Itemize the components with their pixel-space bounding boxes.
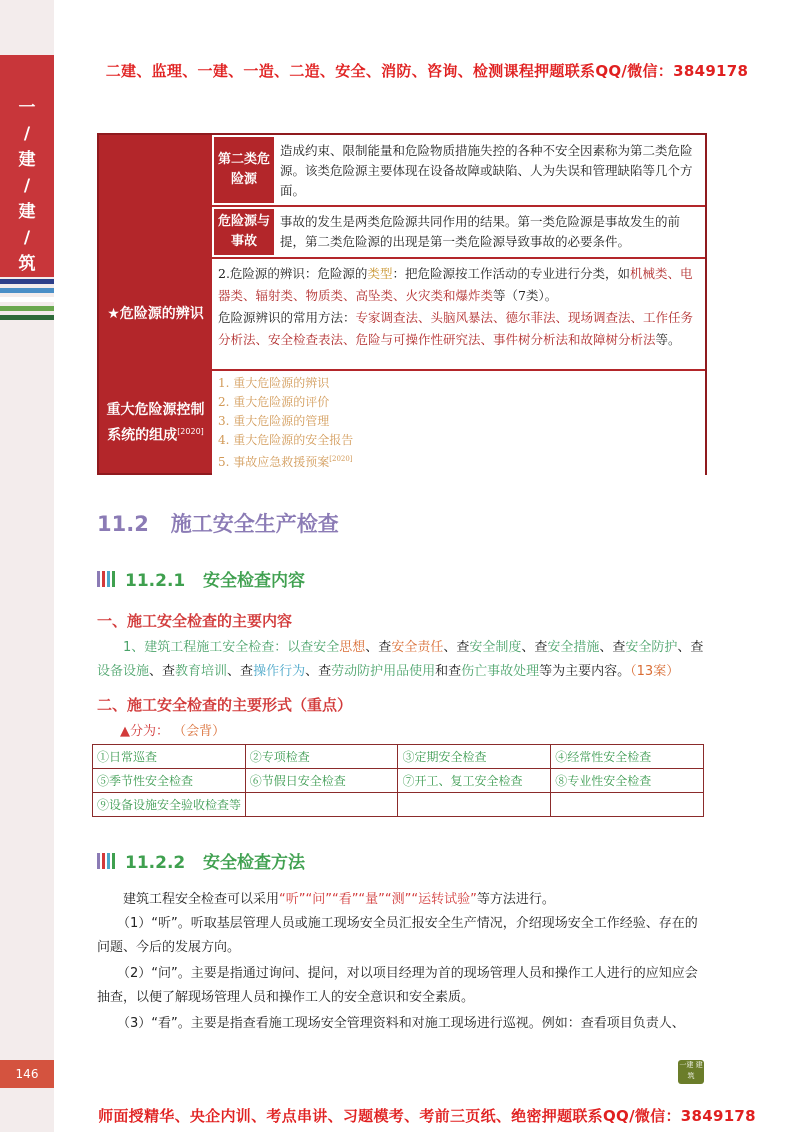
- forms-cell: ③定期安全检查: [398, 745, 551, 769]
- subsection-title-text: 安全检查内容: [203, 571, 305, 591]
- forms-cell: ⑦开工、复工安全检查: [398, 769, 551, 793]
- method-ask: （2）“问”。主要是指通过询问、提问，对以项目经理为首的现场管理人员和操作工人进行的应知应会抽查，以便了解现场管理人员和操作工人的安全意识和安全素质。: [97, 966, 698, 1005]
- section-title: [97, 508, 339, 538]
- forms-cell: [551, 793, 704, 817]
- text-fragment: 等为主要内容。: [539, 664, 631, 679]
- row-body: [212, 371, 705, 475]
- sidebar-stripe-blue: [0, 279, 54, 284]
- text-fragment: 危险源辨识的常用方法：: [218, 310, 356, 325]
- text-keyword: 思想: [339, 640, 366, 655]
- text-keyword: 劳动防护用品使用: [331, 664, 436, 679]
- forms-row: [93, 769, 704, 793]
- text-keyword: 操作行为: [253, 664, 306, 679]
- heading-main-content: 一、施工安全检查的主要内容: [97, 612, 293, 630]
- control-item-2: 2. 重大危险源的评价: [218, 395, 330, 409]
- method-look: （3）“看”。主要是指查看施工现场安全管理资料和对施工现场进行巡视。例如：查看项目负责人、: [117, 1016, 685, 1031]
- text-keyword: 设备设施: [97, 664, 150, 679]
- forms-cell: ⑤季节性安全检查: [93, 769, 246, 793]
- sidebar-stripe-white: [0, 297, 54, 302]
- identification-label: ★危险源的辨识: [107, 306, 204, 322]
- identification-text: [218, 263, 699, 351]
- subsection-title-1: [97, 566, 305, 592]
- text-keyword: 安全制度: [469, 640, 522, 655]
- classify-line: [120, 720, 225, 739]
- text-fragment: 、查: [599, 640, 626, 655]
- year-tag: [2020]: [329, 455, 353, 463]
- text-fragment: 和查: [435, 664, 462, 679]
- hazard-table-row-types: [99, 135, 705, 257]
- sidebar-stripe-green: [0, 306, 54, 311]
- control-system-label-text: 重大危险源控制系统的组成: [106, 402, 205, 444]
- sidebar-stripe-darkgreen: [0, 315, 54, 320]
- sidebar-stripe-lightblue: [0, 288, 54, 293]
- text-keyword: 安全措施: [547, 640, 600, 655]
- control-item-5: [218, 450, 699, 472]
- text-highlight: 机械类、电器类、辐射类、物质类、高坠类、火灾类和爆炸类: [218, 266, 693, 303]
- subsection-number: 11.2.2: [125, 853, 186, 873]
- forms-row: [93, 793, 704, 817]
- text-keyword: 类型: [367, 266, 393, 281]
- subsection-number: 11.2.1: [125, 571, 186, 591]
- text-fragment: 等。: [655, 332, 681, 347]
- hazard-table-row-identification: [99, 259, 705, 369]
- heading-forms: 二、施工安全检查的主要形式（重点）: [97, 696, 353, 714]
- hazard-table-row-control-system: [99, 371, 705, 475]
- text-keyword: 安全责任: [391, 640, 444, 655]
- classify-note: （会背）: [173, 724, 226, 739]
- control-system-label: [99, 371, 212, 475]
- text-keyword: 教育培训: [175, 664, 228, 679]
- text-fragment: 、查: [365, 640, 392, 655]
- control-item-3: 3. 重大危险源的管理: [218, 414, 330, 428]
- row-body: [212, 259, 705, 369]
- bars-icon: [97, 853, 117, 874]
- forms-cell: ⑧专业性安全检查: [551, 769, 704, 793]
- second-type-label: 第二类危险源: [214, 137, 274, 203]
- text-fragment: ：把危险源按工作活动的专业进行分类，如: [392, 266, 630, 281]
- text-fragment: 、查: [227, 664, 254, 679]
- second-type-text: 造成约束、限制能量和危险物质措施失控的各种不安全因素称为第二类危险源。该类危险源主要体现在设备故障或缺陷、人为失误和管理缺陷等几个方面。: [280, 143, 693, 198]
- methods-intro: [97, 888, 707, 912]
- header-ad-banner: 二建、监理、一建、一造、二造、安全、消防、咨询、检测课程押题联系QQ/微信：3849178: [105, 62, 749, 80]
- classify-label: ▲分为：: [120, 724, 169, 739]
- text-fragment: 、查: [521, 640, 548, 655]
- relation-text: 事故的发生是两类危险源共同作用的结果。第一类危险源是事故发生的前提，第二类危险源的出现是第一类危险源导致事故的必要条件。: [280, 214, 681, 249]
- series-logo: 一建 建筑: [678, 1060, 704, 1084]
- text-note: （13案）: [630, 664, 680, 679]
- forms-row: [93, 745, 704, 769]
- subsection-title-text: 安全检查方法: [203, 853, 305, 873]
- page-number: 146: [0, 1060, 54, 1088]
- text-fragment: 1、建筑工程施工安全检查：以查安全: [123, 640, 340, 655]
- control-item-5-text: 5. 事故应急救援预案: [218, 455, 330, 469]
- text-fragment: 、查: [677, 640, 704, 655]
- subsection-title-2: [97, 848, 305, 874]
- text-fragment: 等（7类）。: [493, 288, 558, 303]
- forms-cell: ②专项检查: [245, 745, 398, 769]
- text-fragment: 、查: [443, 640, 470, 655]
- text-keyword: 安全防护: [625, 640, 678, 655]
- text-fragment: 2.危险源的辨识：危险源的: [218, 266, 368, 281]
- content-paragraph: [97, 636, 707, 684]
- method-listen: （1）“听”。听取基层管理人员或施工现场安全员汇报安全生产情况，介绍现场安全工作经验、存在的问题、今后的发展方向。: [97, 916, 698, 955]
- relation-label: 危险源与事故: [214, 209, 274, 255]
- section-number: 11.2: [97, 512, 149, 536]
- text-fragment: 、查: [149, 664, 176, 679]
- forms-cell: [245, 793, 398, 817]
- year-tag: [2020]: [177, 427, 204, 437]
- row-label-empty: [99, 135, 212, 257]
- forms-cell: ⑨设备设施安全验收检查等: [93, 793, 246, 817]
- bars-icon: [97, 571, 117, 592]
- forms-cell: ①日常巡查: [93, 745, 246, 769]
- forms-cell: ④经常性安全检查: [551, 745, 704, 769]
- text-fragment: 等方法进行。: [476, 892, 555, 907]
- row-body: [212, 135, 705, 257]
- hazard-table: [97, 133, 707, 475]
- text-keyword: 伤亡事故处理: [461, 664, 540, 679]
- sidebar-series-title: 一 / 建 / 建 / 筑: [18, 98, 36, 274]
- divider: [212, 205, 705, 207]
- control-item-1: 1. 重大危险源的辨识: [218, 376, 330, 390]
- forms-cell: ⑥节假日安全检查: [245, 769, 398, 793]
- text-fragment: 建筑工程安全检查可以采用: [123, 892, 280, 907]
- forms-grid: [92, 744, 704, 817]
- text-fragment: 、查: [305, 664, 332, 679]
- text-highlight: 专家调查法、头脑风暴法、德尔菲法、现场调查法、工作任务分析法、安全检查表法、危险与可操作性研究法、事件树分析法和故障树分析法: [218, 310, 694, 347]
- section-title-text: 施工安全生产检查: [170, 512, 339, 536]
- text-keyword: “听”“问”“看”“量”“测”“运转试验”: [279, 892, 477, 907]
- forms-cell: [398, 793, 551, 817]
- control-item-4: 4. 重大危险源的安全报告: [218, 433, 354, 447]
- footer-ad-banner: 师面授精华、央企内训、考点串讲、习题模考、考前三页纸、绝密押题联系QQ/微信：3849178: [98, 1107, 756, 1125]
